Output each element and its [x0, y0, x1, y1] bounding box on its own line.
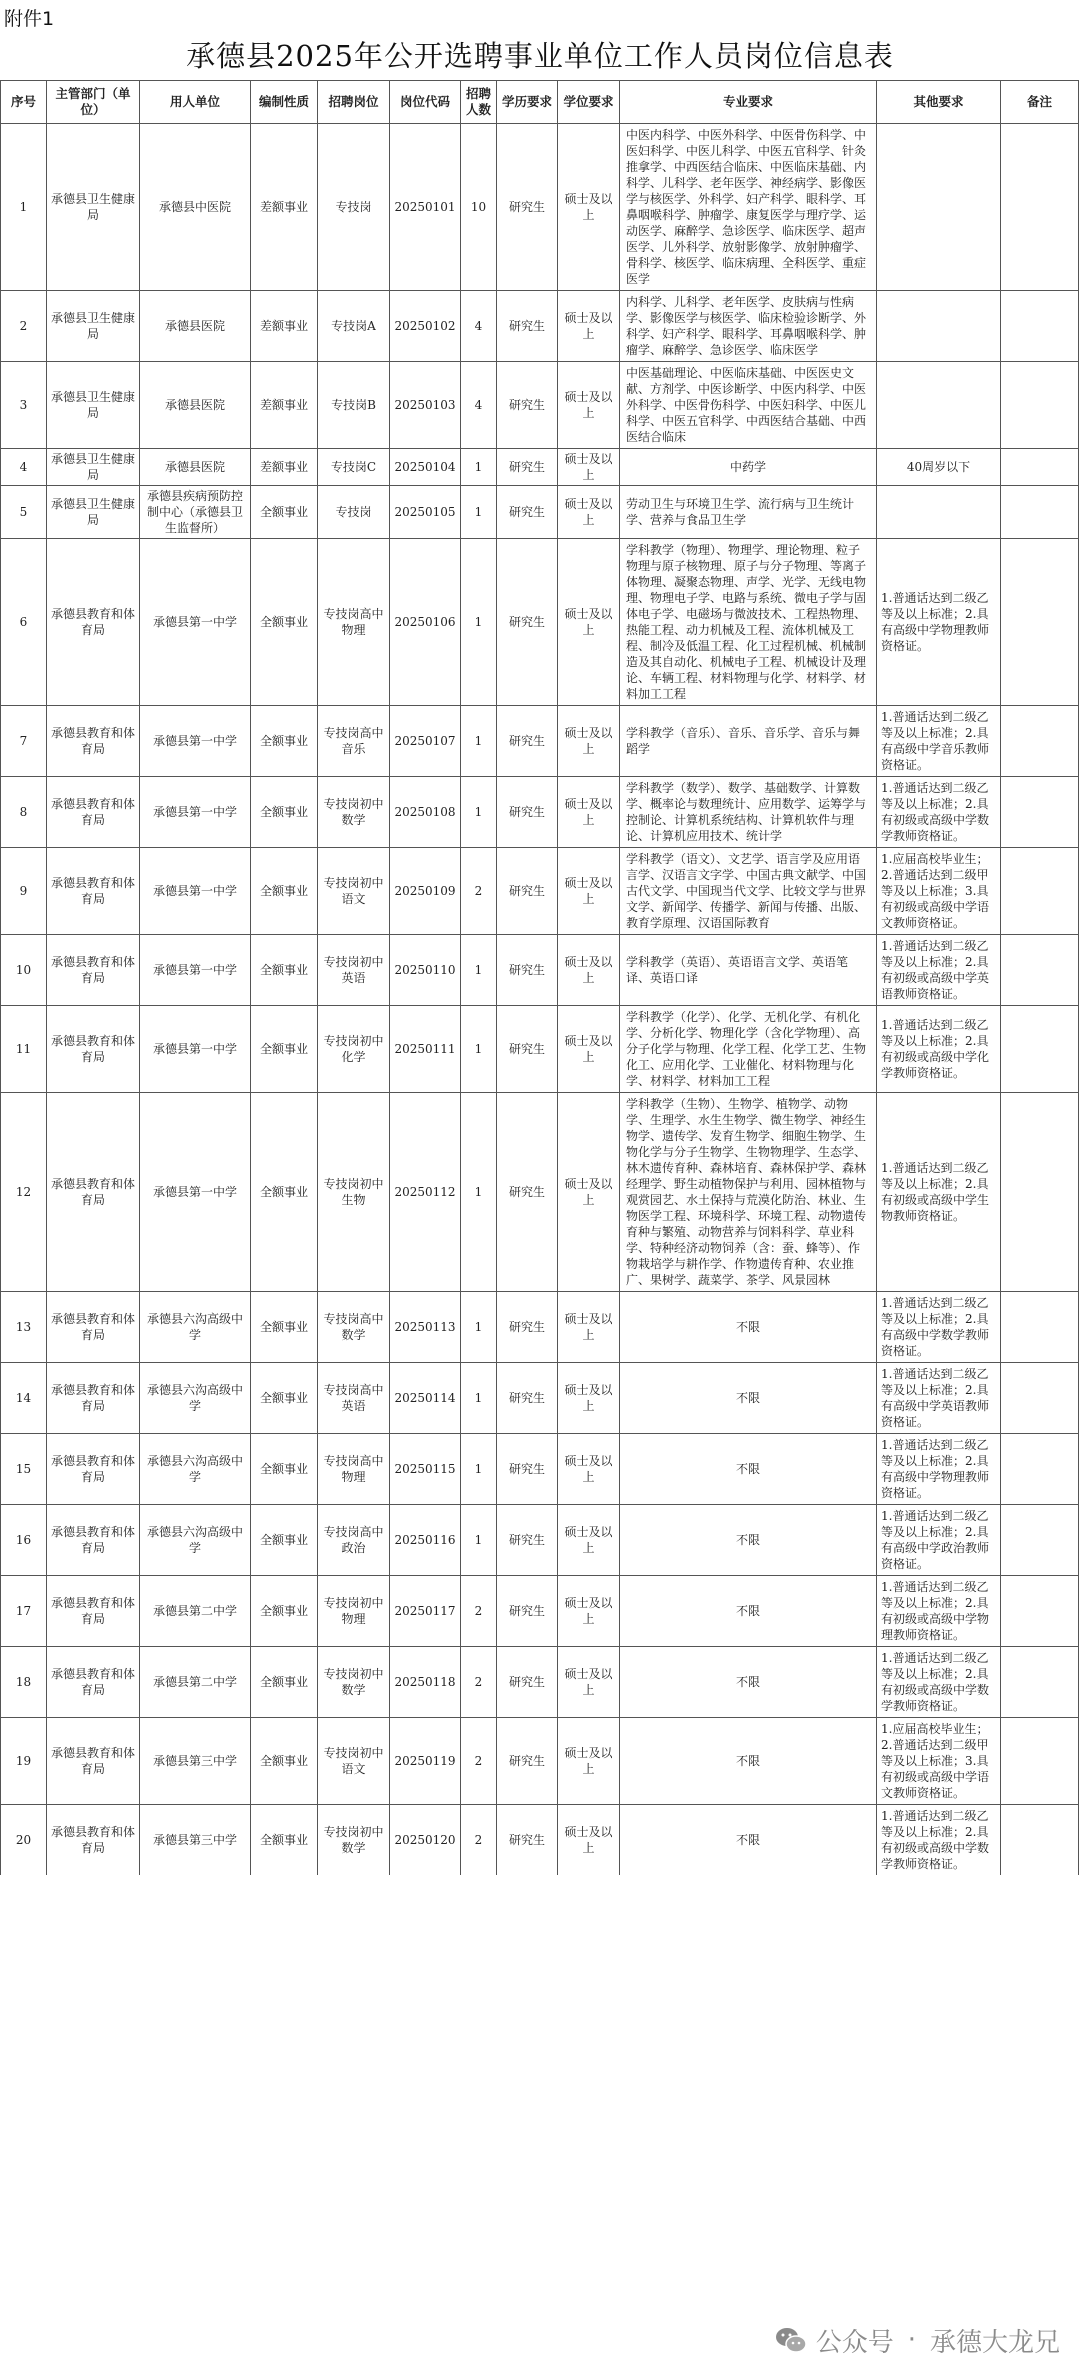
cell-dept: 承德县教育和体育局 — [47, 1006, 140, 1093]
cell-unit: 承德县第一中学 — [140, 848, 251, 935]
watermark-label: 公众号 — [815, 2327, 894, 2358]
cell-no: 17 — [1, 1576, 47, 1647]
cell-no: 18 — [1, 1647, 47, 1718]
cell-major: 不限 — [620, 1292, 877, 1363]
wechat-icon — [774, 2323, 808, 2357]
col-header-code: 岗位代码 — [390, 81, 461, 124]
cell-degree: 硕士及以上 — [558, 706, 620, 777]
cell-note — [1001, 1647, 1079, 1718]
cell-num: 4 — [461, 291, 497, 362]
table-row — [1, 449, 1079, 486]
cell-dept: 承德县教育和体育局 — [47, 935, 140, 1006]
col-header-note: 备注 — [1001, 81, 1079, 124]
cell-num: 1 — [461, 449, 497, 486]
cell-edu: 研究生 — [497, 935, 558, 1006]
table-row — [1, 124, 1079, 291]
cell-dept: 承德县卫生健康局 — [47, 291, 140, 362]
cell-post: 专技岗C — [318, 449, 390, 486]
cell-dept: 承德县卫生健康局 — [47, 124, 140, 291]
cell-code: 20250117 — [390, 1576, 461, 1647]
col-header-num: 招聘人数 — [461, 81, 497, 124]
cell-code: 20250106 — [390, 539, 461, 706]
cell-unit: 承德县第二中学 — [140, 1576, 251, 1647]
cell-major: 不限 — [620, 1576, 877, 1647]
col-header-no: 序号 — [1, 81, 47, 124]
cell-unit: 承德县疾病预防控制中心（承德县卫生监督所） — [140, 486, 251, 539]
table-row — [1, 1718, 1079, 1805]
cell-major: 内科学、儿科学、老年医学、皮肤病与性病学、影像医学与核医学、临床检验诊断学、外科学、妇产科学、眼科学、耳鼻咽喉科学、肿瘤学、麻醉学、急诊医学、临床医学 — [620, 291, 877, 362]
watermark-account: 承德大龙兄 — [929, 2327, 1060, 2358]
table-row — [1, 1093, 1079, 1292]
cell-code: 20250105 — [390, 486, 461, 539]
cell-code: 20250111 — [390, 1006, 461, 1093]
cell-post: 专技岗初中物理 — [318, 1576, 390, 1647]
cell-num: 10 — [461, 124, 497, 291]
cell-type: 全额事业 — [251, 1434, 318, 1505]
cell-no: 15 — [1, 1434, 47, 1505]
cell-major: 学科教学（音乐）、音乐、音乐学、音乐与舞蹈学 — [620, 706, 877, 777]
table-row — [1, 1505, 1079, 1576]
cell-dept: 承德县教育和体育局 — [47, 539, 140, 706]
cell-degree: 硕士及以上 — [558, 935, 620, 1006]
cell-no: 3 — [1, 362, 47, 449]
cell-type: 全额事业 — [251, 935, 318, 1006]
cell-other: 1.普通话达到二级乙等及以上标准；2.具有高级中学数学教师资格证。 — [877, 1292, 1001, 1363]
cell-other: 1.应届高校毕业生；2.普通话达到二级甲等及以上标准；3.具有初级或高级中学语文教师资格证。 — [877, 1718, 1001, 1805]
cell-dept: 承德县教育和体育局 — [47, 1363, 140, 1434]
cell-num: 1 — [461, 1093, 497, 1292]
cell-no: 20 — [1, 1805, 47, 1876]
cell-unit: 承德县六沟高级中学 — [140, 1292, 251, 1363]
cell-degree: 硕士及以上 — [558, 291, 620, 362]
table-row — [1, 362, 1079, 449]
cell-note — [1001, 935, 1079, 1006]
cell-note — [1001, 1576, 1079, 1647]
cell-major: 不限 — [620, 1647, 877, 1718]
cell-num: 1 — [461, 935, 497, 1006]
cell-no: 7 — [1, 706, 47, 777]
cell-major: 不限 — [620, 1434, 877, 1505]
cell-code: 20250113 — [390, 1292, 461, 1363]
document-title: 承德县2025年公开选聘事业单位工作人员岗位信息表 — [186, 39, 894, 73]
col-header-major: 专业要求 — [620, 81, 877, 124]
cell-degree: 硕士及以上 — [558, 1505, 620, 1576]
cell-degree: 硕士及以上 — [558, 362, 620, 449]
cell-code: 20250119 — [390, 1718, 461, 1805]
cell-edu: 研究生 — [497, 124, 558, 291]
cell-degree: 硕士及以上 — [558, 1805, 620, 1876]
cell-no: 16 — [1, 1505, 47, 1576]
cell-type: 全额事业 — [251, 1292, 318, 1363]
cell-degree: 硕士及以上 — [558, 1292, 620, 1363]
cell-other: 1.普通话达到二级乙等及以上标准；2.具有初级或高级中学化学教师资格证。 — [877, 1006, 1001, 1093]
cell-other — [877, 124, 1001, 291]
cell-edu: 研究生 — [497, 1505, 558, 1576]
cell-code: 20250120 — [390, 1805, 461, 1876]
cell-num: 2 — [461, 1805, 497, 1876]
table-row — [1, 539, 1079, 706]
cell-note — [1001, 449, 1079, 486]
cell-no: 10 — [1, 935, 47, 1006]
cell-degree: 硕士及以上 — [558, 1718, 620, 1805]
cell-note — [1001, 539, 1079, 706]
cell-edu: 研究生 — [497, 486, 558, 539]
table-row — [1, 1576, 1079, 1647]
table-row — [1, 1647, 1079, 1718]
cell-dept: 承德县卫生健康局 — [47, 449, 140, 486]
cell-major: 不限 — [620, 1805, 877, 1876]
cell-other: 1.普通话达到二级乙等及以上标准；2.具有初级或高级中学英语教师资格证。 — [877, 935, 1001, 1006]
table-row — [1, 1006, 1079, 1093]
cell-dept: 承德县教育和体育局 — [47, 1718, 140, 1805]
cell-unit: 承德县第一中学 — [140, 1093, 251, 1292]
cell-dept: 承德县教育和体育局 — [47, 777, 140, 848]
cell-note — [1001, 1434, 1079, 1505]
cell-post: 专技岗A — [318, 291, 390, 362]
cell-type: 全额事业 — [251, 1505, 318, 1576]
cell-dept: 承德县教育和体育局 — [47, 706, 140, 777]
table-row — [1, 706, 1079, 777]
cell-num: 4 — [461, 362, 497, 449]
cell-degree: 硕士及以上 — [558, 124, 620, 291]
table-row — [1, 777, 1079, 848]
cell-no: 4 — [1, 449, 47, 486]
cell-unit: 承德县第一中学 — [140, 777, 251, 848]
cell-unit: 承德县第三中学 — [140, 1718, 251, 1805]
cell-dept: 承德县教育和体育局 — [47, 1805, 140, 1876]
cell-code: 20250101 — [390, 124, 461, 291]
cell-no: 2 — [1, 291, 47, 362]
cell-no: 19 — [1, 1718, 47, 1805]
cell-no: 12 — [1, 1093, 47, 1292]
cell-post: 专技岗 — [318, 486, 390, 539]
cell-major: 中医内科学、中医外科学、中医骨伤科学、中医妇科学、中医儿科学、中医五官科学、针灸推拿学、中西医结合临床、中医临床基础、内科学、儿科学、老年医学、神经病学、影像医学与核医学、外科学、妇产科学、眼科学、耳鼻咽喉科学、肿瘤学、康复医学与理疗学、运动医学、麻醉学、急诊医学、临床医学、超声医学、儿外科学、放射影像学、放射肿瘤学、骨科学、核医学、临床病理、全科医学、重症医学 — [620, 124, 877, 291]
cell-note — [1001, 1805, 1079, 1876]
cell-post: 专技岗初中语文 — [318, 848, 390, 935]
cell-no: 6 — [1, 539, 47, 706]
cell-major: 不限 — [620, 1718, 877, 1805]
position-table — [0, 80, 1079, 1875]
cell-note — [1001, 777, 1079, 848]
cell-degree: 硕士及以上 — [558, 1093, 620, 1292]
cell-post: 专技岗高中物理 — [318, 1434, 390, 1505]
cell-type: 全额事业 — [251, 486, 318, 539]
cell-edu: 研究生 — [497, 1093, 558, 1292]
cell-other: 1.普通话达到二级乙等及以上标准；2.具有高级中学音乐教师资格证。 — [877, 706, 1001, 777]
cell-other: 40周岁以下 — [877, 449, 1001, 486]
cell-num: 1 — [461, 486, 497, 539]
cell-major: 学科教学（化学）、化学、无机化学、有机化学、分析化学、物理化学（含化学物理）、高分子化学与物理、化学工程、化学工艺、生物化工、应用化学、工业催化、材料物理与化学、材料学、材料加工工程 — [620, 1006, 877, 1093]
cell-num: 2 — [461, 1647, 497, 1718]
cell-degree: 硕士及以上 — [558, 449, 620, 486]
cell-edu: 研究生 — [497, 539, 558, 706]
cell-post: 专技岗高中物理 — [318, 539, 390, 706]
cell-edu: 研究生 — [497, 1363, 558, 1434]
table-row — [1, 1363, 1079, 1434]
cell-dept: 承德县卫生健康局 — [47, 486, 140, 539]
cell-major: 学科教学（数学）、数学、基础数学、计算数学、概率论与数理统计、应用数学、运筹学与控制论、计算机系统结构、计算机软件与理论、计算机应用技术、统计学 — [620, 777, 877, 848]
cell-other: 1.应届高校毕业生；2.普通话达到二级甲等及以上标准；3.具有初级或高级中学语文教师资格证。 — [877, 848, 1001, 935]
cell-type: 全额事业 — [251, 1647, 318, 1718]
cell-note — [1001, 1292, 1079, 1363]
cell-no: 8 — [1, 777, 47, 848]
cell-num: 2 — [461, 1576, 497, 1647]
cell-note — [1001, 1363, 1079, 1434]
cell-type: 差额事业 — [251, 291, 318, 362]
cell-note — [1001, 706, 1079, 777]
col-header-post: 招聘岗位 — [318, 81, 390, 124]
cell-type: 差额事业 — [251, 362, 318, 449]
attachment-label: 附件1 — [4, 8, 55, 30]
cell-code: 20250116 — [390, 1505, 461, 1576]
col-header-unit: 用人单位 — [140, 81, 251, 124]
cell-post: 专技岗初中数学 — [318, 1647, 390, 1718]
cell-unit: 承德县六沟高级中学 — [140, 1363, 251, 1434]
cell-degree: 硕士及以上 — [558, 1006, 620, 1093]
cell-edu: 研究生 — [497, 1647, 558, 1718]
cell-major: 学科教学（英语）、英语语言文学、英语笔译、英语口译 — [620, 935, 877, 1006]
cell-unit: 承德县医院 — [140, 291, 251, 362]
cell-num: 1 — [461, 706, 497, 777]
cell-other — [877, 486, 1001, 539]
cell-unit: 承德县第三中学 — [140, 1805, 251, 1876]
cell-unit: 承德县第一中学 — [140, 935, 251, 1006]
table-row — [1, 1292, 1079, 1363]
cell-major: 学科教学（语文）、文艺学、语言学及应用语言学、汉语言文字学、中国古典文献学、中国古代文学、中国现当代文学、比较文学与世界文学、新闻学、传播学、新闻与传播、出版、教育学原理、汉语国际教育 — [620, 848, 877, 935]
cell-other — [877, 362, 1001, 449]
cell-num: 1 — [461, 777, 497, 848]
cell-type: 全额事业 — [251, 1718, 318, 1805]
cell-major: 学科教学（物理）、物理学、理论物理、粒子物理与原子核物理、原子与分子物理、等离子体物理、凝聚态物理、声学、光学、无线电物理、物理电子学、电路与系统、微电子学与固体电子学、电磁场与微波技术、工程热物理、热能工程、动力机械及工程、流体机械及工程、制冷及低温工程、化工过程机械、机械制造及其自动化、机械电子工程、机械设计及理论、车辆工程、材料物理与化学、材料学、材料加工工程 — [620, 539, 877, 706]
cell-unit: 承德县第一中学 — [140, 1006, 251, 1093]
cell-code: 20250114 — [390, 1363, 461, 1434]
cell-note — [1001, 1718, 1079, 1805]
cell-type: 全额事业 — [251, 1363, 318, 1434]
watermark-separator: · — [907, 2325, 916, 2355]
cell-post: 专技岗B — [318, 362, 390, 449]
cell-no: 5 — [1, 486, 47, 539]
cell-dept: 承德县教育和体育局 — [47, 1093, 140, 1292]
cell-note — [1001, 1505, 1079, 1576]
cell-other: 1.普通话达到二级乙等及以上标准；2.具有高级中学物理教师资格证。 — [877, 539, 1001, 706]
cell-code: 20250115 — [390, 1434, 461, 1505]
cell-dept: 承德县教育和体育局 — [47, 1292, 140, 1363]
cell-post: 专技岗初中英语 — [318, 935, 390, 1006]
cell-other: 1.普通话达到二级乙等及以上标准；2.具有初级或高级中学生物教师资格证。 — [877, 1093, 1001, 1292]
cell-major: 劳动卫生与环境卫生学、流行病与卫生统计学、营养与食品卫生学 — [620, 486, 877, 539]
cell-degree: 硕士及以上 — [558, 777, 620, 848]
cell-unit: 承德县医院 — [140, 449, 251, 486]
cell-major: 不限 — [620, 1505, 877, 1576]
cell-type: 全额事业 — [251, 777, 318, 848]
cell-type: 差额事业 — [251, 124, 318, 291]
cell-no: 11 — [1, 1006, 47, 1093]
cell-other: 1.普通话达到二级乙等及以上标准；2.具有高级中学英语教师资格证。 — [877, 1363, 1001, 1434]
cell-other: 1.普通话达到二级乙等及以上标准；2.具有初级或高级中学物理教师资格证。 — [877, 1576, 1001, 1647]
cell-dept: 承德县教育和体育局 — [47, 848, 140, 935]
cell-num: 2 — [461, 848, 497, 935]
cell-unit: 承德县六沟高级中学 — [140, 1505, 251, 1576]
cell-edu: 研究生 — [497, 706, 558, 777]
cell-num: 2 — [461, 1718, 497, 1805]
cell-unit: 承德县中医院 — [140, 124, 251, 291]
cell-note — [1001, 1093, 1079, 1292]
cell-degree: 硕士及以上 — [558, 1434, 620, 1505]
cell-degree: 硕士及以上 — [558, 486, 620, 539]
cell-num: 1 — [461, 1434, 497, 1505]
cell-major: 不限 — [620, 1363, 877, 1434]
col-header-other: 其他要求 — [877, 81, 1001, 124]
cell-code: 20250102 — [390, 291, 461, 362]
col-header-edu: 学历要求 — [497, 81, 558, 124]
cell-degree: 硕士及以上 — [558, 848, 620, 935]
table-row — [1, 935, 1079, 1006]
cell-other: 1.普通话达到二级乙等及以上标准；2.具有初级或高级中学数学教师资格证。 — [877, 777, 1001, 848]
cell-num: 1 — [461, 539, 497, 706]
cell-dept: 承德县教育和体育局 — [47, 1576, 140, 1647]
cell-code: 20250104 — [390, 449, 461, 486]
cell-unit: 承德县医院 — [140, 362, 251, 449]
cell-other: 1.普通话达到二级乙等及以上标准；2.具有高级中学物理教师资格证。 — [877, 1434, 1001, 1505]
cell-dept: 承德县卫生健康局 — [47, 362, 140, 449]
cell-code: 20250118 — [390, 1647, 461, 1718]
cell-num: 1 — [461, 1505, 497, 1576]
cell-code: 20250112 — [390, 1093, 461, 1292]
cell-num: 1 — [461, 1006, 497, 1093]
cell-note — [1001, 848, 1079, 935]
cell-type: 差额事业 — [251, 449, 318, 486]
cell-note — [1001, 486, 1079, 539]
cell-edu: 研究生 — [497, 848, 558, 935]
cell-dept: 承德县教育和体育局 — [47, 1434, 140, 1505]
cell-code: 20250108 — [390, 777, 461, 848]
cell-code: 20250107 — [390, 706, 461, 777]
cell-type: 全额事业 — [251, 1006, 318, 1093]
cell-edu: 研究生 — [497, 1718, 558, 1805]
cell-post: 专技岗 — [318, 124, 390, 291]
table-row — [1, 486, 1079, 539]
cell-major: 中药学 — [620, 449, 877, 486]
cell-code: 20250109 — [390, 848, 461, 935]
cell-dept: 承德县教育和体育局 — [47, 1647, 140, 1718]
table-header-row — [1, 81, 1079, 124]
cell-post: 专技岗高中政治 — [318, 1505, 390, 1576]
wechat-watermark — [774, 2318, 1060, 2362]
cell-note — [1001, 124, 1079, 291]
cell-type: 全额事业 — [251, 1576, 318, 1647]
cell-type: 全额事业 — [251, 848, 318, 935]
cell-note — [1001, 1006, 1079, 1093]
cell-edu: 研究生 — [497, 1006, 558, 1093]
table-row — [1, 1805, 1079, 1876]
cell-unit: 承德县第一中学 — [140, 539, 251, 706]
cell-code: 20250103 — [390, 362, 461, 449]
cell-post: 专技岗高中英语 — [318, 1363, 390, 1434]
col-header-degree: 学位要求 — [558, 81, 620, 124]
cell-no: 9 — [1, 848, 47, 935]
cell-unit: 承德县第二中学 — [140, 1647, 251, 1718]
cell-post: 专技岗高中音乐 — [318, 706, 390, 777]
cell-post: 专技岗初中语文 — [318, 1718, 390, 1805]
cell-other — [877, 291, 1001, 362]
cell-edu: 研究生 — [497, 291, 558, 362]
table-row — [1, 1434, 1079, 1505]
cell-type: 全额事业 — [251, 1093, 318, 1292]
cell-degree: 硕士及以上 — [558, 1576, 620, 1647]
cell-type: 全额事业 — [251, 706, 318, 777]
cell-no: 13 — [1, 1292, 47, 1363]
cell-other: 1.普通话达到二级乙等及以上标准；2.具有初级或高级中学数学教师资格证。 — [877, 1805, 1001, 1876]
cell-note — [1001, 291, 1079, 362]
cell-no: 1 — [1, 124, 47, 291]
cell-post: 专技岗初中化学 — [318, 1006, 390, 1093]
cell-num: 1 — [461, 1363, 497, 1434]
table-body — [1, 124, 1079, 1876]
cell-major: 中医基础理论、中医临床基础、中医医史文献、方剂学、中医诊断学、中医内科学、中医外科学、中医骨伤科学、中医妇科学、中医儿科学、中医五官科学、中西医结合基础、中西医结合临床 — [620, 362, 877, 449]
cell-dept: 承德县教育和体育局 — [47, 1505, 140, 1576]
cell-edu: 研究生 — [497, 362, 558, 449]
cell-type: 全额事业 — [251, 1805, 318, 1876]
table-row — [1, 848, 1079, 935]
cell-unit: 承德县第一中学 — [140, 706, 251, 777]
cell-post: 专技岗初中数学 — [318, 777, 390, 848]
cell-edu: 研究生 — [497, 1292, 558, 1363]
cell-note — [1001, 362, 1079, 449]
cell-num: 1 — [461, 1292, 497, 1363]
table-row — [1, 291, 1079, 362]
cell-unit: 承德县六沟高级中学 — [140, 1434, 251, 1505]
cell-no: 14 — [1, 1363, 47, 1434]
cell-post: 专技岗初中生物 — [318, 1093, 390, 1292]
cell-edu: 研究生 — [497, 1576, 558, 1647]
col-header-type: 编制性质 — [251, 81, 318, 124]
col-header-dept: 主管部门（单位） — [47, 81, 140, 124]
cell-post: 专技岗高中数学 — [318, 1292, 390, 1363]
cell-edu: 研究生 — [497, 449, 558, 486]
cell-degree: 硕士及以上 — [558, 1647, 620, 1718]
cell-major: 学科教学（生物）、生物学、植物学、动物学、生理学、水生生物学、微生物学、神经生物学、遗传学、发育生物学、细胞生物学、生物化学与分子生物学、生物物理学、生态学、林木遗传育种、森林培育、森林保护学、森林经理学、野生动植物保护与利用、园林植物与观赏园艺、水土保持与荒漠化防治、林业、生物医学工程、环境科学、环境工程、动物遗传育种与繁殖、动物营养与饲料科学、草业科学、特种经济动物饲养（含：蚕、蜂等）、作物栽培学与耕作学、作物遗传育种、农业推广、果树学、蔬菜学、茶学、风景园林 — [620, 1093, 877, 1292]
cell-degree: 硕士及以上 — [558, 539, 620, 706]
cell-edu: 研究生 — [497, 777, 558, 848]
cell-other: 1.普通话达到二级乙等及以上标准；2.具有初级或高级中学数学教师资格证。 — [877, 1647, 1001, 1718]
cell-other: 1.普通话达到二级乙等及以上标准；2.具有高级中学政治教师资格证。 — [877, 1505, 1001, 1576]
cell-type: 全额事业 — [251, 539, 318, 706]
cell-post: 专技岗初中数学 — [318, 1805, 390, 1876]
cell-edu: 研究生 — [497, 1805, 558, 1876]
cell-degree: 硕士及以上 — [558, 1363, 620, 1434]
cell-code: 20250110 — [390, 935, 461, 1006]
cell-edu: 研究生 — [497, 1434, 558, 1505]
